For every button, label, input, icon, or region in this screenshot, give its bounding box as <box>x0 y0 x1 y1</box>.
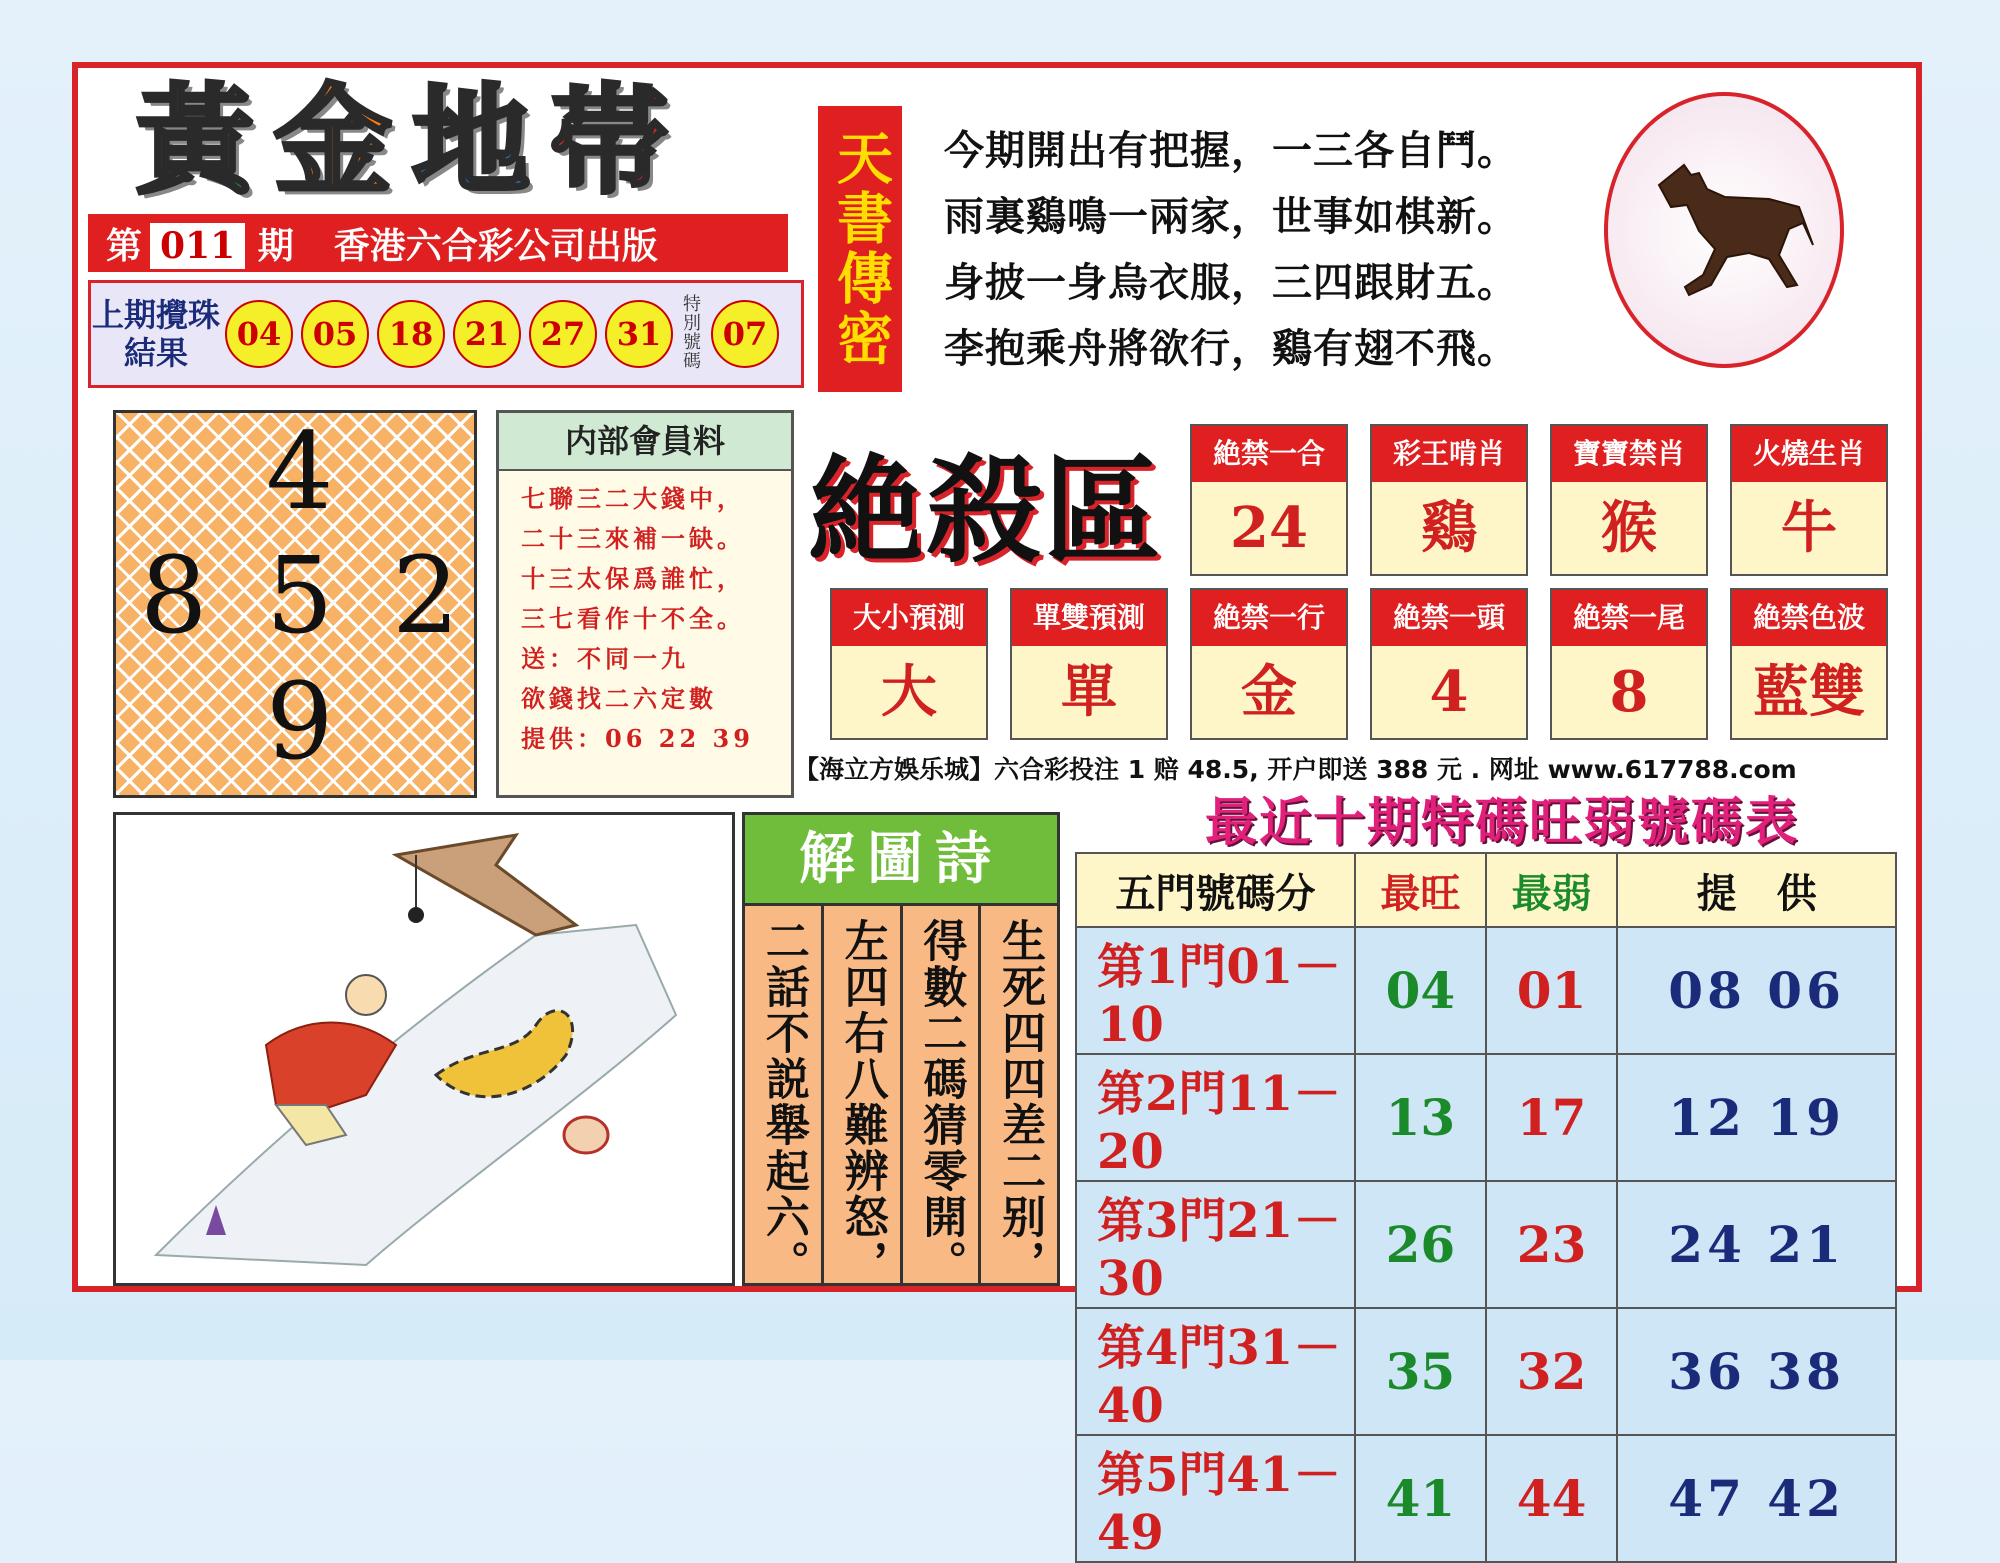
member-line: 三七看作十不全。 <box>521 604 745 633</box>
table-row <box>1076 1435 1896 1562</box>
jue-sha-title: 絶殺區 <box>808 444 1162 579</box>
poem-line: 雨裏鷄鳴一兩家，世事如棋新。 <box>944 193 1518 240</box>
pattern-digit: 4 <box>266 410 334 533</box>
kill-cell-header: 絶禁一行 <box>1192 590 1346 646</box>
pattern-digit: 5 <box>266 534 334 657</box>
kill-cell-header: 彩王啃肖 <box>1372 426 1526 482</box>
kill-cell <box>1370 424 1528 576</box>
poem-column: 生死四四差二别， <box>978 906 1057 1286</box>
header-hot: 最旺 <box>1355 853 1486 927</box>
result-ball: 05 <box>301 300 369 368</box>
cold-number: 17 <box>1486 1054 1617 1181</box>
hot-number: 26 <box>1355 1181 1486 1308</box>
hot-number: 41 <box>1355 1435 1486 1562</box>
issue-label <box>106 218 294 269</box>
table-row <box>1076 1181 1896 1308</box>
riddle-illustration <box>113 812 735 1286</box>
title-char: 金 <box>274 72 393 210</box>
pattern-digit: 9 <box>266 660 334 783</box>
issue-number: 011 <box>150 223 245 269</box>
kill-cell-header: 單雙預測 <box>1012 590 1166 646</box>
poem-picture-box <box>742 812 1060 1286</box>
pattern-digit: 8 <box>140 534 208 657</box>
ad-banner: 【海立方娛乐城】六合彩投注 1 赔 48.5, 开户即送 388 元 . 网址 www.617788.com <box>794 755 1797 784</box>
result-ball: 04 <box>225 300 293 368</box>
kill-cell <box>1370 588 1528 740</box>
hot-cold-table <box>1075 852 1897 1563</box>
kill-cell-header: 絶禁一尾 <box>1552 590 1706 646</box>
member-line: 七聯三二大錢中， <box>521 484 745 513</box>
result-ball: 27 <box>529 300 597 368</box>
cold-number: 44 <box>1486 1435 1617 1562</box>
kill-cell <box>1010 588 1168 740</box>
kill-cell-value: 4 <box>1429 659 1469 725</box>
poem-column: 得數二碼猜零開。 <box>900 906 979 1286</box>
kill-cell-header: 絶禁色波 <box>1732 590 1886 646</box>
kill-cell-value: 鷄 <box>1421 495 1477 561</box>
door-range: 第5門41－49 <box>1076 1435 1355 1562</box>
header-cold: 最弱 <box>1486 853 1617 927</box>
issue-suffix: 期 <box>257 224 294 267</box>
poem <box>944 118 1584 382</box>
poster-frame <box>72 62 1922 1561</box>
member-header: 内部會員料 <box>499 413 791 471</box>
tianshu-banner: 天書傳密 <box>818 106 902 392</box>
special-label: 特別號碼 <box>683 294 701 372</box>
poem-picture-header: 解圖詩 <box>745 815 1057 906</box>
kill-cell <box>1190 424 1348 576</box>
kill-cell <box>1730 588 1888 740</box>
provide-numbers: 47 42 <box>1617 1435 1896 1562</box>
provide-numbers: 08 06 <box>1617 927 1896 1054</box>
kill-cell <box>1190 588 1348 740</box>
horse-icon <box>1629 145 1819 315</box>
special-ball: 07 <box>711 300 779 368</box>
poem-column: 左四右八難辨怒， <box>821 906 900 1286</box>
member-line: 二十三來補一缺。 <box>521 524 745 553</box>
table-row <box>1076 1054 1896 1181</box>
table-header-row <box>1076 853 1896 927</box>
illustration-image <box>116 815 732 1283</box>
title-char: 黃 <box>136 72 255 210</box>
issue-prefix: 第 <box>106 224 143 267</box>
hot-number: 04 <box>1355 927 1486 1054</box>
publisher: 香港六合彩公司出版 <box>333 224 658 267</box>
member-info-box <box>496 410 794 798</box>
title-char: 地 <box>412 72 531 210</box>
issue-banner <box>88 214 788 272</box>
kill-cell-value: 牛 <box>1781 495 1837 561</box>
last-result-label: 上期攪珠結果 <box>91 295 220 372</box>
door-range: 第1門01－10 <box>1076 927 1355 1054</box>
result-ball: 31 <box>605 300 673 368</box>
kill-cell-value: 藍雙 <box>1753 659 1865 725</box>
kill-cell-value: 大 <box>881 659 937 725</box>
header-provide: 提 供 <box>1617 853 1896 927</box>
kill-cell-value: 單 <box>1061 659 1117 725</box>
title-char: 帯 <box>550 72 669 210</box>
kill-cell-value: 8 <box>1609 659 1649 725</box>
kill-cell <box>1550 424 1708 576</box>
kill-cell-value: 猴 <box>1601 495 1657 561</box>
poem-line: 今期開出有把握，一三各自鬥。 <box>944 127 1518 174</box>
hot-number: 35 <box>1355 1308 1486 1435</box>
member-line: 提供：06 22 39 <box>521 724 754 753</box>
provide-numbers: 36 38 <box>1617 1308 1896 1435</box>
member-line: 欲錢找二六定數 <box>521 684 717 713</box>
kill-cell-header: 火燒生肖 <box>1732 426 1886 482</box>
cold-number: 32 <box>1486 1308 1617 1435</box>
kill-cell <box>1550 588 1708 740</box>
kill-cell-header: 大小預測 <box>832 590 986 646</box>
poster-title <box>136 72 796 210</box>
table-title: 最近十期特碼旺弱號碼表 <box>1204 793 1799 853</box>
door-range: 第2門11－20 <box>1076 1054 1355 1181</box>
kill-cell-header: 絶禁一頭 <box>1372 590 1526 646</box>
header-door: 五門號碼分 <box>1076 853 1355 927</box>
kill-cell <box>1730 424 1888 576</box>
horse-emblem <box>1604 92 1844 368</box>
member-line: 送：不同一九 <box>521 644 689 673</box>
kill-cell-header: 絶禁一合 <box>1192 426 1346 482</box>
door-range: 第4門31－40 <box>1076 1308 1355 1435</box>
poem-column: 二話不説舉起六。 <box>757 918 809 1286</box>
hot-number: 13 <box>1355 1054 1486 1181</box>
result-ball: 21 <box>453 300 521 368</box>
door-range: 第3門21－30 <box>1076 1181 1355 1308</box>
kill-cell-value: 24 <box>1230 495 1308 561</box>
number-pattern-box <box>113 410 477 798</box>
table-row <box>1076 1308 1896 1435</box>
kill-cell-header: 寶寶禁肖 <box>1552 426 1706 482</box>
poem-line: 身披一身烏衣服，三四跟財五。 <box>944 259 1518 306</box>
cold-number: 23 <box>1486 1181 1617 1308</box>
kill-cell <box>830 588 988 740</box>
provide-numbers: 12 19 <box>1617 1054 1896 1181</box>
provide-numbers: 24 21 <box>1617 1181 1896 1308</box>
table-row <box>1076 927 1896 1054</box>
pattern-digit: 2 <box>392 534 460 657</box>
member-line: 十三太保爲誰忙， <box>521 564 745 593</box>
cold-number: 01 <box>1486 927 1617 1054</box>
result-ball: 18 <box>377 300 445 368</box>
poem-line: 李抱乘舟將欲行，鷄有翅不飛。 <box>944 325 1518 372</box>
poem-picture-columns <box>745 906 1057 1286</box>
last-result-panel <box>88 280 804 388</box>
kill-cell-value: 金 <box>1241 659 1297 725</box>
